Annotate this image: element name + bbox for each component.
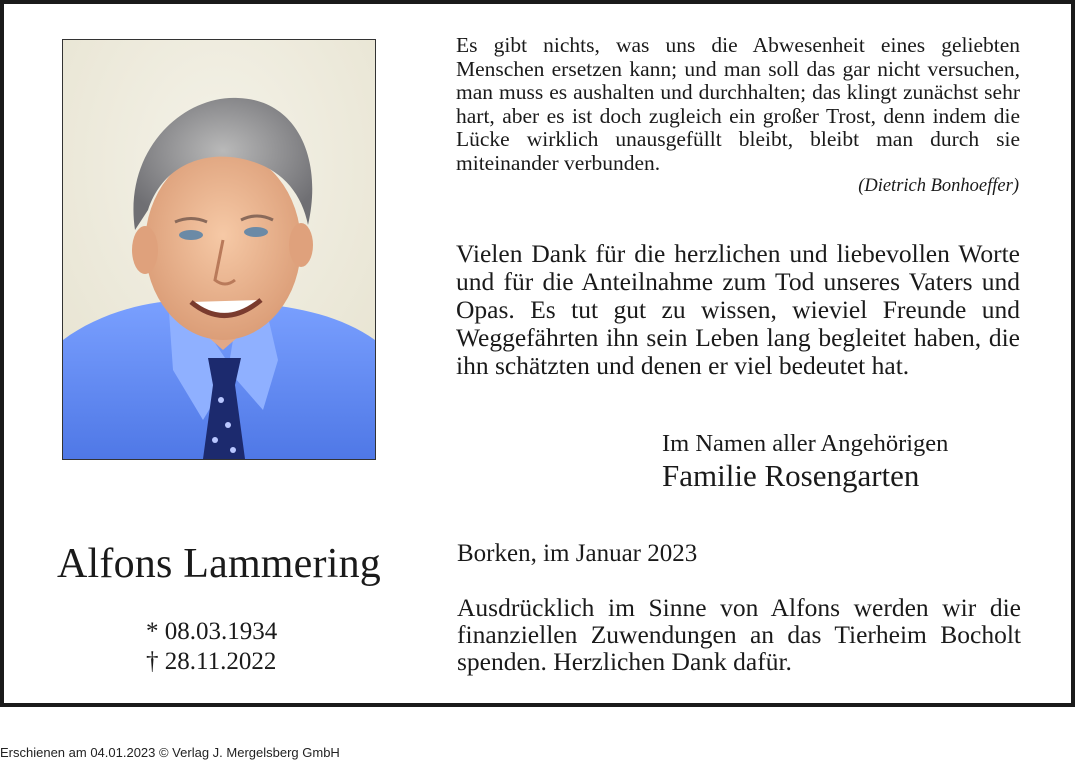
signature-line-1: Im Namen aller Angehörigen: [662, 430, 949, 457]
thanks-text: [456, 240, 1020, 380]
quote-text: [456, 34, 1020, 176]
signature-family: Familie Rosengarten: [662, 458, 920, 493]
quote-author: (Dietrich Bonhoeffer): [858, 176, 1019, 196]
birth-date: * 08.03.1934: [146, 618, 278, 645]
place-date: Borken, im Januar 2023: [457, 540, 698, 567]
life-dates: [146, 617, 277, 677]
publication-footer: Erschienen am 04.01.2023 © Verlag J. Mergelsberg GmbH: [0, 745, 340, 760]
donation-paragraph: Ausdrücklich im Sinne von Alfons werden wir die finanziellen Zuwendungen an das Tierheim Bocholt spenden. Herzlichen Dank dafür.: [457, 593, 1021, 676]
death-date: † 28.11.2022: [146, 648, 277, 675]
donation-text: [457, 594, 1021, 675]
portrait-image: [63, 40, 375, 459]
deceased-name: Alfons Lammering: [57, 541, 381, 587]
quote-paragraph: Es gibt nichts, was uns die Abwesenheit eines geliebten Menschen ersetzen kann; und man soll das gar nicht versuchen, man muss es aushalten und durchhalten; das klingt zunächst sehr hart, aber es ist doch zugleich ein großer Trost, denn indem die Lücke wirklich unausgefüllt bleibt, bleibt man durch sie miteinander verbunden.: [456, 33, 1020, 175]
portrait-photo: [62, 39, 376, 460]
thanks-paragraph: Vielen Dank für die herzlichen und liebevollen Worte und für die Anteilnahme zum Tod unseres Vaters und Opas. Es tut gut zu wissen, wieviel Freunde und Weggefährten ihn sein Leben lang begleitet haben, die ihn schätzten und denen er viel bedeutet hat.: [456, 239, 1020, 380]
